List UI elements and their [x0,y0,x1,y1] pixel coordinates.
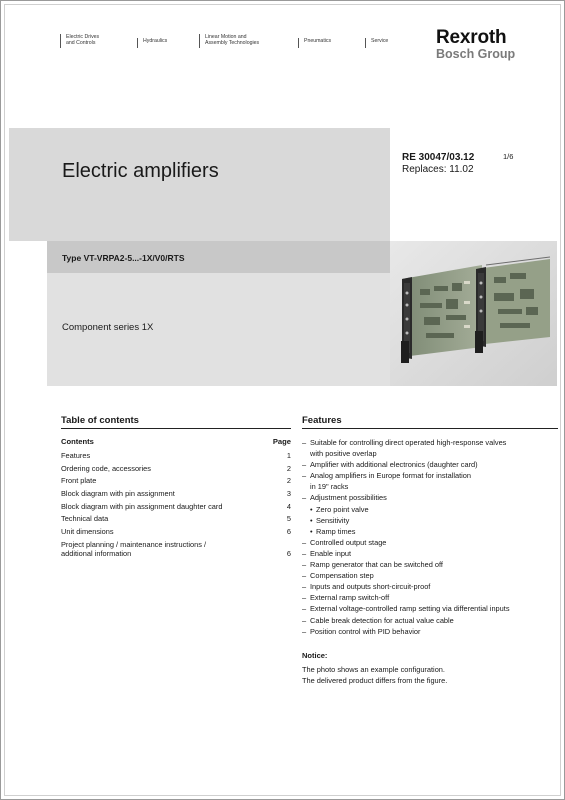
toc-row-block-diagram-daughter[interactable] [61,501,291,514]
toc-entry-label: Front plate [61,476,97,486]
nav-label: Service [371,38,389,44]
toc-entry-label: Block diagram with pin assignment [61,489,175,499]
feature-item: – Compensation step [302,570,558,581]
document-number: RE 30047/03.12 [402,152,475,163]
toc-row-block-diagram[interactable] [61,488,291,501]
toc-entry-label: Block diagram with pin assignment daughter card [61,501,223,511]
toc-entry-page: 2 [286,463,291,473]
toc-entry-page: 4 [286,501,291,511]
toc-row-technical-data[interactable] [61,513,291,526]
toc-entry-label: Features [61,451,91,460]
page-title: Electric amplifiers [62,160,219,182]
feature-item: – Enable input [302,548,558,559]
toc-divider [61,428,291,429]
features-divider [302,428,558,429]
feature-item: – Controlled output stage [302,537,558,548]
toc-entry-label-cont: additional information [61,549,132,559]
toc-row-project-planning[interactable] [61,539,291,561]
feature-item: – Adjustment possibilities [302,492,558,503]
toc-entry-page: 6 [286,548,291,558]
feature-item: – Inputs and outputs short-circuit-proof [302,581,558,592]
nav-linear-motion[interactable] [199,34,259,48]
notice-text: The photo shows an example configuration. [302,665,445,674]
toc-entry-page: 6 [286,527,291,537]
toc-entry-label: Unit dimensions [61,527,114,537]
toc-entry-page: 2 [286,476,291,486]
page-indicator: 1/6 [503,152,514,161]
page-inner-border [4,4,561,796]
toc-row-front-plate[interactable] [61,475,291,488]
toc-entry-page: 1 [286,451,291,460]
toc-entry-label: Ordering code, accessories [61,463,151,473]
toc-row-unit-dimensions[interactable] [61,526,291,539]
nav-label: Electric Drives [66,34,100,40]
feature-subitem: • Sensitivity [302,515,558,526]
toc-list [61,450,291,561]
nav-label: and Controls [66,40,96,47]
brand-name: Rexroth [436,27,507,48]
feature-item: – Suitable for controlling direct operated high-response valves with positive overlap [302,437,558,459]
notice-heading: Notice: [302,651,328,660]
feature-item: – Amplifier with additional electronics (daughter card) [302,459,558,470]
feature-item: – External ramp switch-off [302,592,558,603]
feature-item: – Position control with PID behavior [302,626,558,637]
toc-column-headers [61,437,291,446]
toc-col-page: Page [272,437,291,446]
toc-row-ordering-code[interactable] [61,463,291,476]
feature-subitem: • Ramp times [302,526,558,537]
title-banner [9,128,390,241]
feature-subitem: • Zero point valve [302,504,558,515]
nav-label: Assembly Technologies [205,40,260,47]
component-series: Component series 1X [62,322,154,333]
toc-entry-page: 3 [286,489,291,499]
feature-item: – External voltage-controlled ramp setting via differential inputs [302,603,558,614]
toc-entry-page: 5 [286,514,291,524]
nav-label: Linear Motion and [205,34,247,40]
nav-pneumatics[interactable] [298,38,331,48]
feature-item: – Cable break detection for actual value cable [302,615,558,626]
replaces-note: Replaces: 11.02 [402,164,474,175]
product-photo [390,241,557,386]
toc-entry-label: Technical data [61,514,109,524]
feature-item: – Analog amplifiers in Europe format for installation in 19" racks [302,470,558,492]
amplifier-card-image [390,241,557,386]
features-heading: Features [302,415,342,426]
toc-row-features[interactable] [61,450,291,463]
toc-entry-label: Project planning / maintenance instructions / [61,539,207,549]
nav-hydraulics[interactable] [137,38,167,48]
feature-item: – Ramp generator that can be switched off [302,559,558,570]
product-type: Type VT-VRPA2-5...-1X/V0/RTS [62,253,185,263]
brand-logo [436,28,515,61]
nav-label: Pneumatics [304,38,332,44]
features-list [302,437,558,637]
nav-service[interactable] [365,38,388,48]
brand-subtitle: Bosch Group [436,47,516,61]
notice-text: The delivered product differs from the figure. [302,676,448,685]
nav-electric-drives[interactable] [60,34,99,48]
toc-heading: Table of contents [61,415,139,426]
toc-col-contents: Contents [61,437,94,446]
nav-label: Hydraulics [143,38,168,44]
